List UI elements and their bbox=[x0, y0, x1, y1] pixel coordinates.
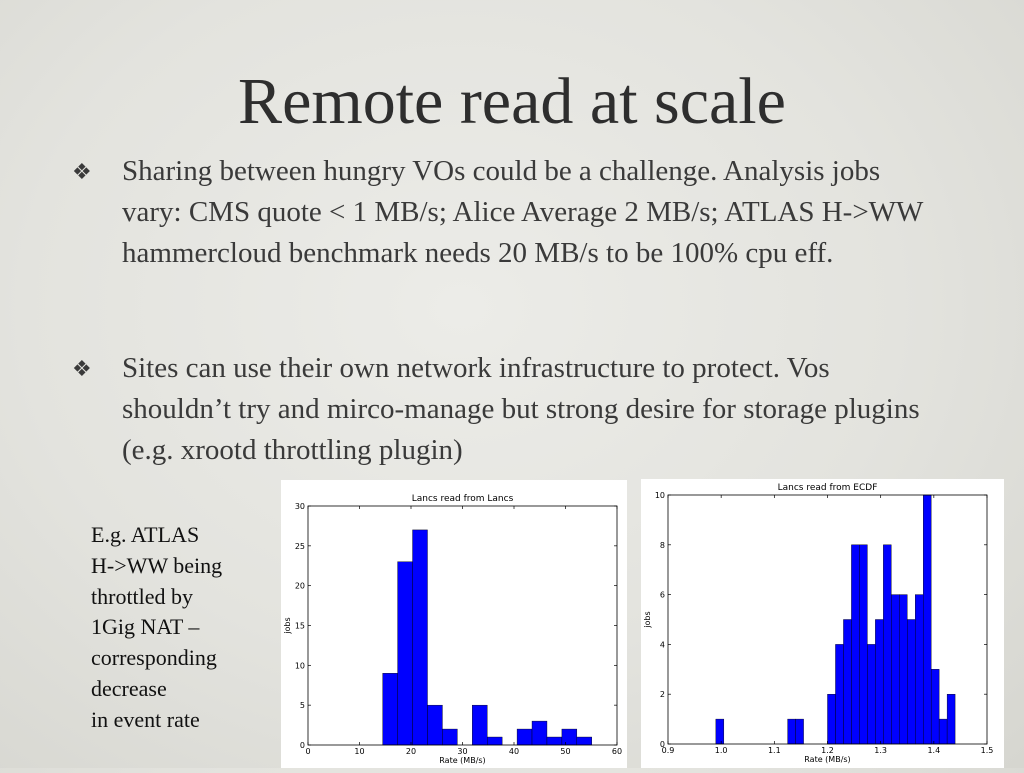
x-tick-label: 40 bbox=[508, 747, 520, 756]
histogram-bar bbox=[907, 620, 915, 745]
chart-title: Lancs read from Lancs bbox=[411, 494, 514, 504]
y-tick-label: 20 bbox=[294, 581, 305, 591]
histogram-bar bbox=[875, 620, 883, 745]
x-tick-label: 50 bbox=[560, 747, 571, 756]
x-tick-label: 30 bbox=[457, 747, 468, 756]
diamond-bullet-icon: ❖ bbox=[72, 159, 92, 184]
x-axis-label: Rate (MB/s) bbox=[804, 755, 851, 764]
histogram-bar bbox=[472, 705, 487, 745]
x-tick-label: 10 bbox=[354, 747, 365, 756]
chart-title: Lancs read from ECDF bbox=[777, 483, 878, 493]
bullet-text: Sharing between hungry VOs could be a challenge. Analysis jobs vary: CMS quote < 1 MB/s; Alice Average 2 MB/s; ATLAS H->WW hammercloud benchmark needs 20 MB/s to be 100% cpu eff. bbox=[122, 155, 923, 269]
histogram-bar bbox=[788, 719, 796, 744]
histogram-bar bbox=[883, 545, 891, 744]
y-tick-label: 30 bbox=[294, 502, 305, 511]
y-axis-label: jobs bbox=[643, 611, 652, 628]
x-tick-label: 1.1 bbox=[767, 746, 781, 755]
histogram-bar bbox=[716, 719, 724, 744]
histogram-bar bbox=[899, 595, 907, 744]
x-tick-label: 1.4 bbox=[927, 746, 941, 755]
y-tick-label: 25 bbox=[294, 541, 305, 551]
x-tick-label: 0.9 bbox=[661, 746, 675, 755]
histogram-bar bbox=[843, 620, 851, 745]
histogram-svg bbox=[641, 479, 1004, 768]
y-tick-label: 0 bbox=[659, 740, 665, 749]
x-tick-label: 0 bbox=[305, 747, 311, 756]
y-tick-label: 6 bbox=[659, 590, 665, 600]
histogram-bar bbox=[577, 737, 592, 745]
x-tick-label: 1.5 bbox=[980, 746, 994, 755]
histogram-bar bbox=[487, 737, 502, 745]
histogram-bar bbox=[915, 595, 923, 744]
x-tick-label: 1.0 bbox=[714, 746, 728, 755]
x-tick-label: 60 bbox=[611, 747, 623, 756]
histogram-bar bbox=[931, 669, 939, 744]
y-tick-label: 10 bbox=[654, 491, 665, 500]
y-tick-label: 15 bbox=[294, 621, 305, 631]
slide-title: Remote read at scale bbox=[238, 65, 786, 138]
histogram-bar bbox=[442, 729, 457, 745]
y-tick-label: 10 bbox=[294, 661, 305, 671]
example-note: E.g. ATLAS H->WW being throttled by 1Gig NAT – corresponding decrease in event rate bbox=[91, 522, 223, 732]
histogram-bar bbox=[835, 644, 843, 744]
y-tick-label: 5 bbox=[299, 701, 305, 711]
histogram-bar bbox=[859, 545, 867, 744]
histogram-bar bbox=[947, 694, 955, 744]
x-tick-label: 20 bbox=[405, 747, 417, 756]
histogram-lancs-from-ecdf bbox=[641, 479, 1004, 768]
x-axis-label: Rate (MB/s) bbox=[439, 756, 486, 765]
y-tick-label: 2 bbox=[659, 690, 665, 700]
x-tick-label: 1.2 bbox=[821, 746, 834, 755]
histogram-bar bbox=[413, 530, 428, 745]
histogram-bar bbox=[383, 673, 398, 745]
histogram-bar bbox=[532, 721, 547, 745]
histogram-svg bbox=[281, 480, 627, 768]
diamond-bullet-icon: ❖ bbox=[72, 356, 92, 381]
histogram-lancs-from-lancs bbox=[281, 480, 627, 768]
y-tick-label: 0 bbox=[299, 741, 305, 750]
plot-frame bbox=[308, 506, 617, 745]
y-axis-label: jobs bbox=[283, 617, 292, 634]
histogram-bar bbox=[867, 644, 875, 744]
histogram-bar bbox=[923, 495, 931, 744]
y-tick-label: 4 bbox=[659, 640, 665, 650]
histogram-bar bbox=[398, 562, 413, 745]
histogram-bar bbox=[891, 595, 899, 744]
histogram-bar bbox=[796, 719, 804, 744]
histogram-bar bbox=[427, 705, 442, 745]
histogram-bar bbox=[851, 545, 859, 744]
x-tick-label: 1.3 bbox=[874, 746, 888, 755]
histogram-bar bbox=[517, 729, 532, 745]
histogram-bar bbox=[547, 737, 562, 745]
y-tick-label: 8 bbox=[659, 540, 665, 550]
bullet-text: Sites can use their own network infrastructure to protect. Vos shouldn’t try and mirco-manage but strong desire for storage plugins (e.g. xrootd throttling plugin) bbox=[122, 352, 920, 466]
histogram-bar bbox=[828, 694, 836, 744]
histogram-bar bbox=[562, 729, 577, 745]
histogram-bar bbox=[939, 719, 947, 744]
